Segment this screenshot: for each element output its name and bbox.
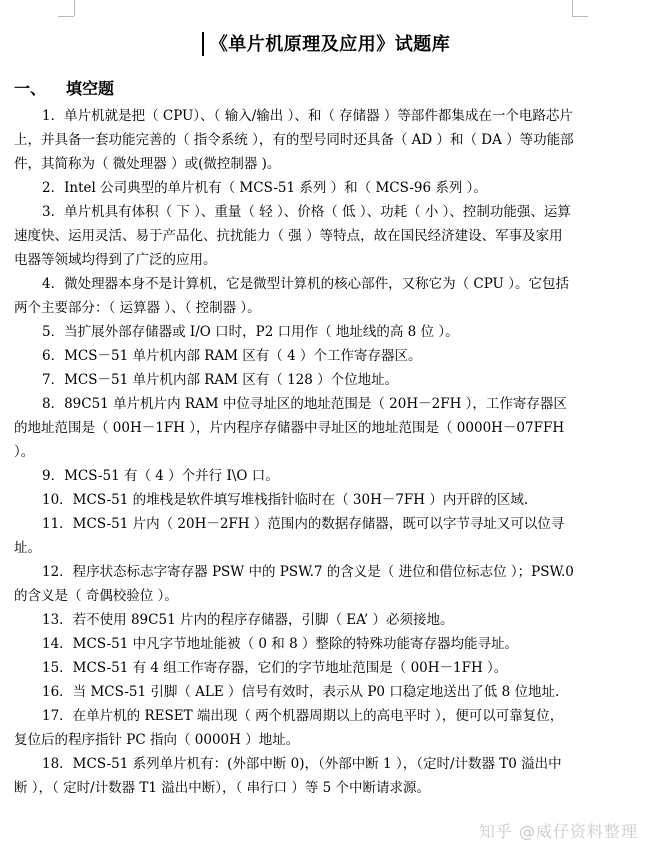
question-item: 4．微处理器本身不是计算机，它是微型计算机的核心部件，又称它为（ CPU ）。它包括两个主要部分：（ 运算器 ）、（ 控制器 ）。 xyxy=(14,276,569,316)
crop-mark-top-right xyxy=(572,0,573,16)
document-title-wrapper xyxy=(202,30,451,56)
title-container xyxy=(0,30,652,56)
question-item: 18．MCS-51 系列单片机有：(外部中断 0)，（外部中断 1 ），（定时/计数器 T0 溢出中断 ），（ 定时/计数器 T1 溢出中断），（ 串行口 ）等 5 个中断请求源。 xyxy=(14,756,562,796)
question-item: 6．MCS－51 单片机内部 RAM 区有（ 4 ）个工作寄存器区。 xyxy=(42,348,422,364)
question-item: 13．若不使用 89C51 片内的程序存储器，引脚（ EA’ ）必须接地。 xyxy=(42,612,454,628)
section-heading xyxy=(14,76,114,99)
question-item: 7．MCS－51 单片机内部 RAM 区有（ 128 ）个位地址。 xyxy=(42,372,399,388)
question-item: 16．当 MCS-51 引脚（ ALE ）信号有效时，表示从 P0 口稳定地送出了低 8 位地址. xyxy=(42,684,560,700)
crop-mark-top-right-horizontal xyxy=(572,16,588,17)
question-item: 5．当扩展外部存储器或 I/O 口时，P2 口用作（ 地址线的高 8 位 ）。 xyxy=(42,324,459,340)
question-item: 15．MCS-51 有 4 组工作寄存器，它们的字节地址范围是（ 00H－1FH ）。 xyxy=(42,660,508,676)
watermark: 知乎 @威仔资料整理 xyxy=(478,822,638,841)
question-item: 14．MCS-51 中凡字节地址能被（ 0 和 8 ）整除的特殊功能寄存器均能寻址。 xyxy=(42,636,518,652)
text-cursor xyxy=(202,32,204,56)
question-item: 2．Intel 公司典型的单片机有（ MCS-51 系列 ）和（ MCS-96 系列 ）。 xyxy=(42,180,487,196)
section-title: 填空题 xyxy=(66,79,115,98)
question-item: 17．在单片机的 RESET 端出现（ 两个机器周期以上的高电平时 ），便可以可靠复位，复位后的程序指针 PC 指向（ 0000H ）地址。 xyxy=(14,708,564,748)
question-item: 12．程序状态标志字寄存器 PSW 中的 PSW.7 的含义是（ 进位和借位标志位 ）；PSW.0 的含义是（ 奇偶校验位 ）。 xyxy=(14,564,574,604)
document-title: 《单片机原理及应用》试题库 xyxy=(209,34,451,55)
question-item: 1．单片机就是把（ CPU）、（ 输入/输出 ）、和（ 存储器 ）等部件都集成在一个电路芯片上，并具备一套功能完善的（ 指令系统 ），有的型号同时还具备（ AD ）和（ DA ）等功能部件，其简称为（ 微处理器 ）或(微控制器 )。 xyxy=(14,108,574,172)
question-item: 10．MCS-51 的堆栈是软件填写堆栈指针临时在（ 30H－7FH ）内开辟的区域. xyxy=(42,492,529,508)
question-item: 8．89C51 单片机片内 RAM 中位寻址区的地址范围是（ 20H－2FH ），工作寄存器区的地址范围是（ 00H－1FH ），片内程序存储器中寻址区的地址范围是（ 0000H－07FFH ）。 xyxy=(14,396,567,460)
question-item: 3．单片机具有体积（ 下 ）、重量（ 轻 ）、价格（ 低 ）、功耗（ 小 ）、控制功能强、运算速度快、运用灵活、易于产品化、抗扰能力（ 强 ）等特点，故在国民经济建设、军事及家用电器等领域均得到了广泛的应用。 xyxy=(14,204,571,268)
question-list xyxy=(14,104,574,800)
crop-mark-top-left-horizontal xyxy=(58,16,74,17)
section-number: 一、 xyxy=(14,79,47,98)
crop-mark-top-left xyxy=(74,0,75,16)
question-item: 11．MCS-51 片内（ 20H－2FH ）范围内的数据存储器，既可以字节寻址又可以位寻址。 xyxy=(14,516,565,556)
question-item: 9．MCS-51 有（ 4 ）个并行 I\O 口。 xyxy=(42,468,279,484)
